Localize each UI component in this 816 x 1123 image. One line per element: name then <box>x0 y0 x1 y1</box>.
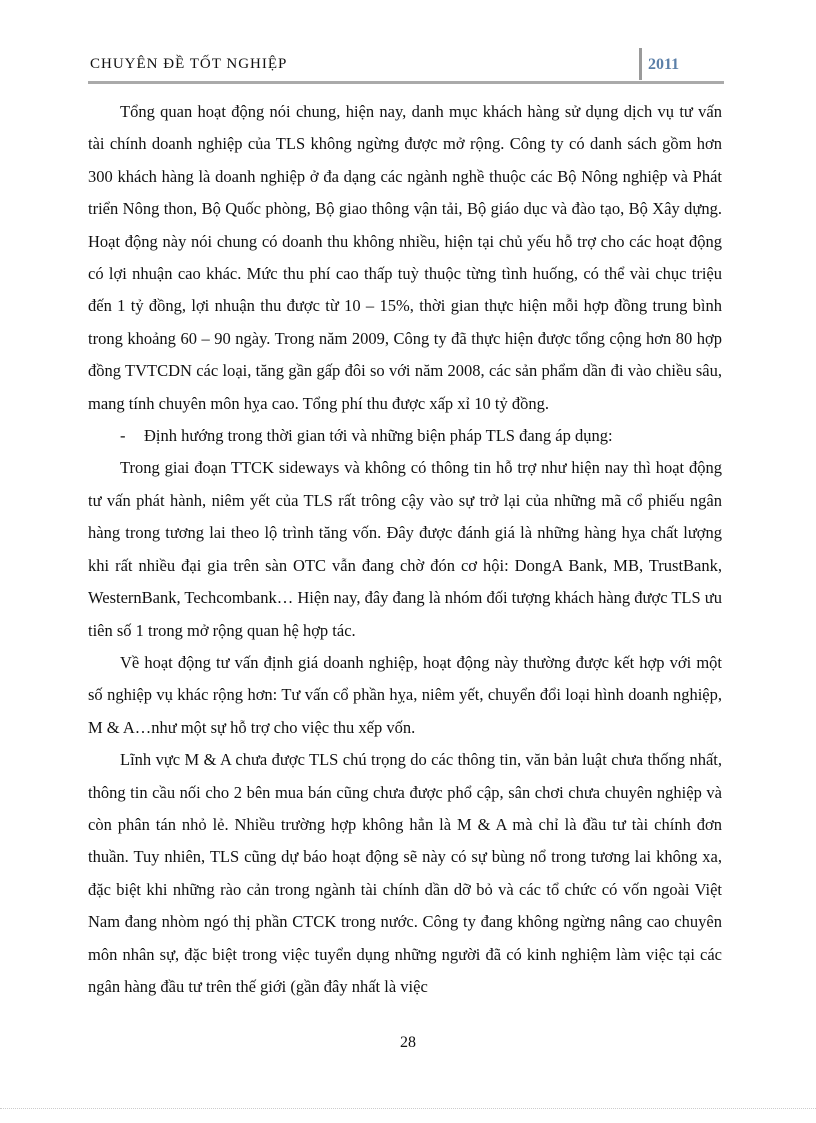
bullet-orientation <box>88 420 722 452</box>
page-number: 28 <box>400 1034 416 1051</box>
bullet-text: Định hướng trong thời gian tới và những biện pháp TLS đang áp dụng: <box>144 426 613 446</box>
header-divider-vertical <box>639 48 642 80</box>
running-header-year: 2011 <box>648 56 680 73</box>
paragraph-m-and-a: Lĩnh vực M & A chưa được TLS chú trọng do các thông tin, văn bản luật chưa thống nhất, thông tin cầu nối cho 2 bên mua bán cũng chưa được phổ cập, sân chơi chưa chuyên nghiệp và còn phân tán nhỏ lẻ. Nhiều trường hợp không hẳn là M & A mà chỉ là đầu tư tài chính đơn thuần. Tuy nhiên, TLS cũng dự báo hoạt động sẽ này có sự bùng nổ trong tương lai không xa, đặc biệt khi những rào cản trong ngành tài chính dần dỡ bỏ và các tổ chức có vốn ngoài Việt Nam đang nhòm ngó thị phần CTCK trong nước. Công ty đang không ngừng nâng cao chuyên môn nhân sự, đặc biệt trong việc tuyển dụng những người đã có kinh nghiệm làm việc tại các ngân hàng đầu tư trên thế giới (gần đây nhất là việc <box>88 750 722 996</box>
paragraph-overview: Tổng quan hoạt động nói chung, hiện nay, danh mục khách hàng sử dụng dịch vụ tư vấn tài chính doanh nghiệp của TLS không ngừng được mở rộng. Công ty có danh sách gồm hơn 300 khách hàng là doanh nghiệp ở đa dạng các ngành nghề thuộc các Bộ Nông nghiệp và Phát triển Nông thon, Bộ Quốc phòng, Bộ giao thông vận tải, Bộ giáo dục và đào tạo, Bộ Xây dựng. Hoạt động này nói chung có doanh thu không nhiều, hiện tại chủ yếu hỗ trợ cho các hoạt động có lợi nhuận cao khác. Mức thu phí cao thấp tuỳ thuộc từng tình huống, có thể vài chục triệu đến 1 tỷ đồng, lợi nhuận thu được từ 10 – 15%, thời gian thực hiện mỗi hợp đồng trung bình trong khoảng 60 – 90 ngày. Trong năm 2009, Công ty đã thực hiện được tổng cộng hơn 80 hợp đồng TVTCDN các loại, tăng gần gấp đôi so với năm 2008, các sản phẩm dần đi vào chiều sâu, mang tính chuyên môn hỵa cao. Tổng phí thu được xấp xỉ 10 tỷ đồng. <box>88 102 722 413</box>
paragraph-valuation: Về hoạt động tư vấn định giá doanh nghiệp, hoạt động này thường được kết hợp với một số nghiệp vụ khác rộng hơn: Tư vấn cổ phần hỵa, niêm yết, chuyển đổi loại hình doanh nghiệp, M & A…như một sự hỗ trợ cho việc thu xếp vốn. <box>88 652 722 737</box>
document-body <box>88 96 722 1003</box>
dash-marker: - <box>120 426 126 446</box>
running-header-title: CHUYÊN ĐỀ TỐT NGHIỆP <box>90 56 288 72</box>
header-rule <box>88 81 724 84</box>
page-bottom-border <box>0 1108 816 1109</box>
paragraph-issuance: Trong giai đoạn TTCK sideways và không có thông tin hỗ trợ như hiện nay thì hoạt động tư vấn phát hành, niêm yết của TLS rất trông cậy vào sự trở lại của những mã cổ phiếu ngân hàng trong tương lai theo lộ trình tăng vốn. Đây được đánh giá là những hàng hỵa chất lượng khi rất nhiều đại gia trên sàn OTC vẫn đang chờ đón cơ hội: DongA Bank, MB, TrustBank, WesternBank, Techcombank… Hiện nay, đây đang là nhóm đối tượng khách hàng được TLS ưu tiên số 1 trong mở rộng quan hệ hợp tác. <box>88 458 722 640</box>
